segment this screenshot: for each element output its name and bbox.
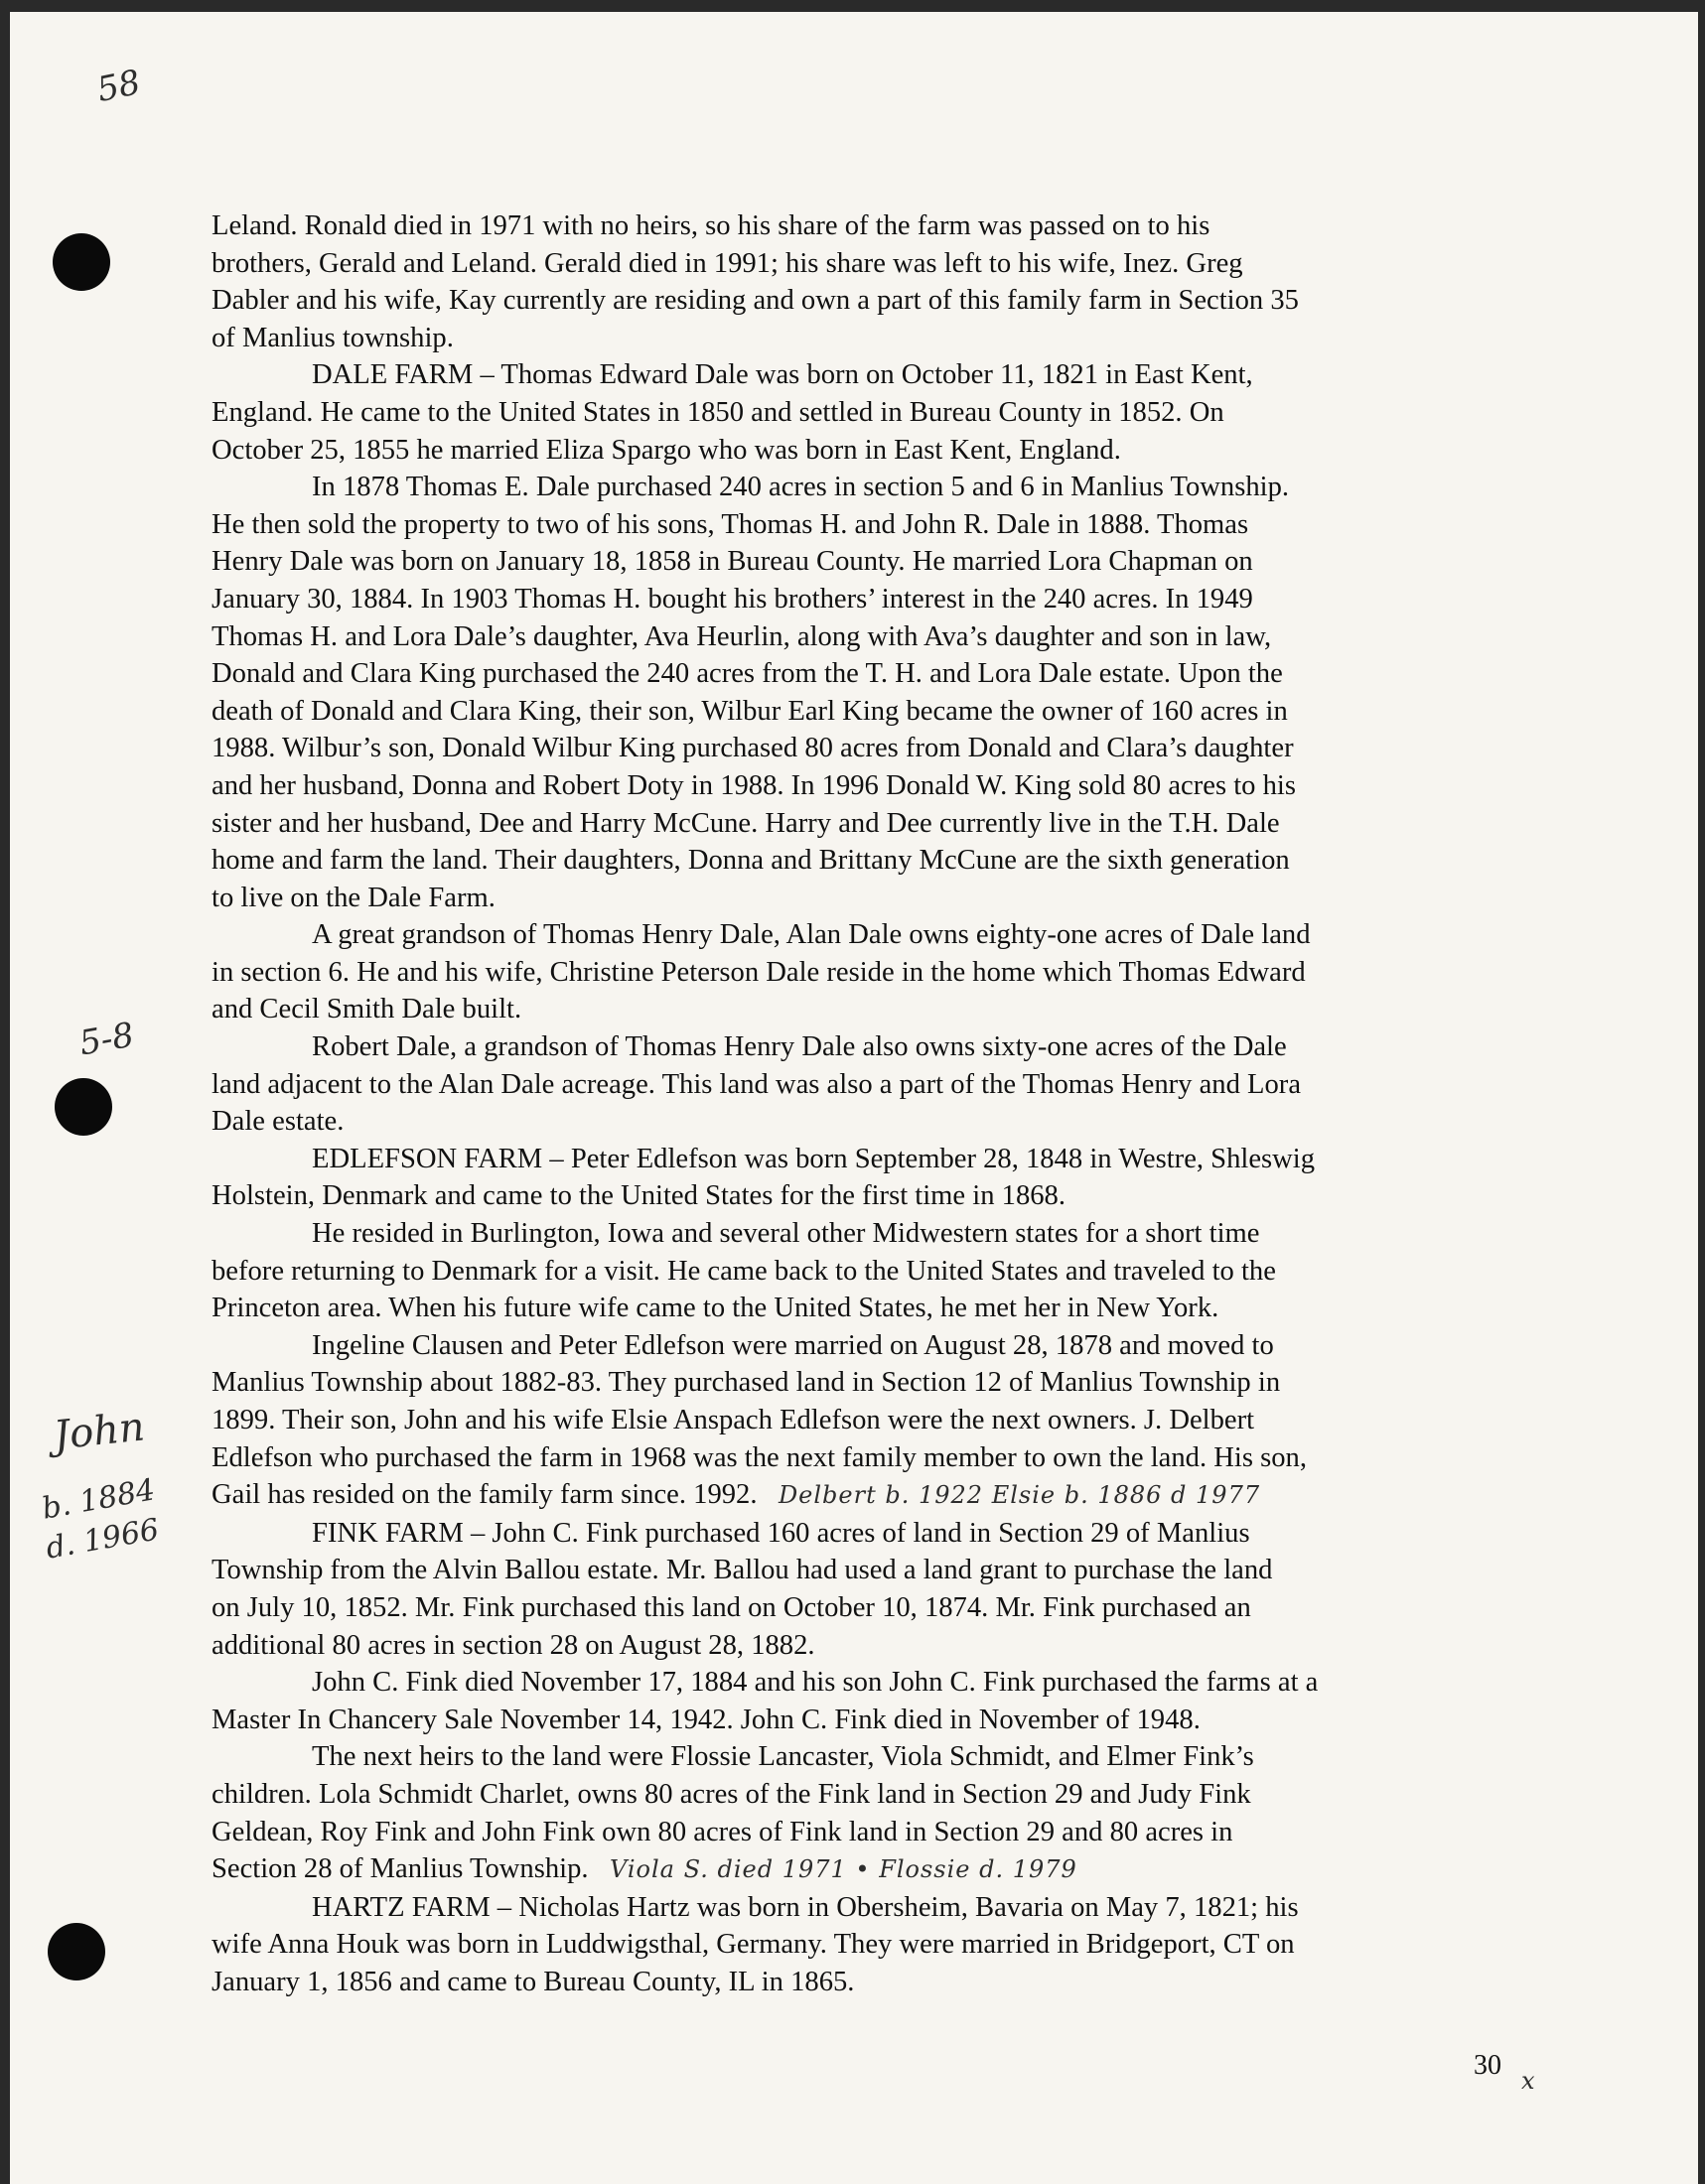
text-line: in section 6. He and his wife, Christine Peterson Dale reside in the home which Thomas Edward (212, 956, 1306, 988)
margin-note-john-died: d. 1966 (43, 1512, 162, 1567)
text-line-with-note (212, 1850, 1532, 1889)
paragraph-fink-farm (212, 1515, 1532, 1664)
text-segment: Gail has resided on the family farm since. 1992. (212, 1479, 758, 1511)
text-segment: Section 28 of Manlius Township. (212, 1853, 589, 1885)
paragraph-edlefson-farm (212, 1141, 1532, 1215)
margin-note-john-name: John (51, 1404, 147, 1459)
text-line: brothers, Gerald and Leland. Gerald died in 1991; his share was left to his wife, Inez. Greg (212, 247, 1243, 279)
text-line: January 30, 1884. In 1903 Thomas H. bought his brothers’ interest in the 240 acres. In 1949 (212, 583, 1253, 614)
text-line: children. Lola Schmidt Charlet, owns 80 acres of the Fink land in Section 29 and Judy Fink (212, 1778, 1251, 1810)
text-line: on July 10, 1852. Mr. Fink purchased this land on October 10, 1874. Mr. Fink purchased an (212, 1591, 1251, 1623)
handwritten-note-viola: Viola S. died 1971 • Flossie d. 1979 (609, 1855, 1077, 1884)
margin-note-john (39, 1404, 181, 1570)
text-line: January 1, 1856 and came to Bureau County, IL in 1865. (212, 1966, 855, 1997)
text-line: Manlius Township about 1882-83. They purchased land in Section 12 of Manlius Township in (212, 1367, 1281, 1399)
text-line: to live on the Dale Farm. (212, 882, 496, 913)
text-line: home and farm the land. Their daughters, Donna and Brittany McCune are the sixth generation (212, 845, 1290, 877)
text-line: He then sold the property to two of his sons, Thomas H. and John R. Dale in 1888. Thomas (212, 508, 1249, 540)
text-line: FINK FARM – John C. Fink purchased 160 acres of land in Section 29 of Manlius (312, 1517, 1250, 1549)
text-line: and Cecil Smith Dale built. (212, 994, 522, 1025)
paragraph-edlefson-marriage (212, 1327, 1532, 1515)
text-line: HARTZ FARM – Nicholas Hartz was born in Obersheim, Bavaria on May 7, 1821; his (312, 1891, 1299, 1923)
paragraph-dale-purchase (212, 469, 1532, 916)
text-line: sister and her husband, Dee and Harry McCune. Harry and Dee currently live in the T.H. Dale (212, 807, 1280, 839)
text-line: Ingeline Clausen and Peter Edlefson were married on August 28, 1878 and moved to (312, 1329, 1274, 1361)
text-line: death of Donald and Clara King, their son, Wilbur Earl King became the owner of 160 acres in (212, 695, 1288, 727)
text-line: Dabler and his wife, Kay currently are residing and own a part of this family farm in Section 35 (212, 285, 1299, 317)
margin-note-john-born: b. 1884 (39, 1472, 158, 1527)
paragraph-hartz-farm (212, 1889, 1532, 2001)
text-line: Master In Chancery Sale November 14, 1942. John C. Fink died in November of 1948. (212, 1704, 1201, 1735)
text-line: Donald and Clara King purchased the 240 acres from the T. H. and Lora Dale estate. Upon the (212, 658, 1283, 690)
paragraph-fink-heirs (212, 1738, 1532, 1888)
text-line: EDLEFSON FARM – Peter Edlefson was born September 28, 1848 in Westre, Shleswig (312, 1143, 1316, 1174)
text-line: wife Anna Houk was born in Luddwigsthal, Germany. They were married in Bridgeport, CT on (212, 1929, 1295, 1961)
text-line: additional 80 acres in section 28 on August 28, 1882. (212, 1629, 815, 1661)
text-line: Thomas H. and Lora Dale’s daughter, Ava Heurlin, along with Ava’s daughter and son in law, (212, 620, 1272, 652)
text-line: England. He came to the United States in 1850 and settled in Bureau County in 1852. On (212, 396, 1224, 428)
paragraph-dale-farm (212, 356, 1532, 469)
text-line: A great grandson of Thomas Henry Dale, Alan Dale owns eighty-one acres of Dale land (312, 919, 1311, 951)
text-line: 1988. Wilbur’s son, Donald Wilbur King purchased 80 acres from Donald and Clara’s daughter (212, 733, 1294, 764)
text-line: Holstein, Denmark and came to the United States for the first time in 1868. (212, 1180, 1066, 1212)
text-line: October 25, 1855 he married Eliza Spargo who was born in East Kent, England. (212, 434, 1121, 466)
text-line: of Manlius township. (212, 322, 454, 353)
text-line: land adjacent to the Alan Dale acreage. This land was also a part of the Thomas Henry and Lora (212, 1068, 1302, 1100)
paragraph-ronald-continuation (212, 207, 1532, 356)
text-line: The next heirs to the land were Flossie Lancaster, Viola Schmidt, and Elmer Fink’s (312, 1741, 1254, 1773)
handwritten-note-delbert: Delbert b. 1922 Elsie b. 1886 d 1977 (778, 1481, 1261, 1510)
paragraph-robert-dale (212, 1028, 1532, 1141)
text-line: and her husband, Donna and Robert Doty in 1988. In 1996 Donald W. King sold 80 acres to his (212, 769, 1296, 801)
text-line: Leland. Ronald died in 1971 with no heirs, so his share of the farm was passed on to his (212, 210, 1210, 241)
text-line: DALE FARM – Thomas Edward Dale was born on October 11, 1821 in East Kent, (312, 359, 1253, 391)
text-line: Princeton area. When his future wife came to the United States, he met her in New York. (212, 1293, 1219, 1324)
paragraph-fink-death (212, 1664, 1532, 1738)
punch-hole-middle (55, 1078, 112, 1136)
text-line-with-note (212, 1476, 1532, 1515)
paragraph-alan-dale (212, 916, 1532, 1028)
text-line: Edlefson who purchased the farm in 1968 was the next family member to own the land. His son, (212, 1441, 1307, 1473)
text-line: He resided in Burlington, Iowa and several other Midwestern states for a short time (312, 1218, 1260, 1250)
punch-hole-top (53, 233, 110, 291)
text-line: Henry Dale was born on January 18, 1858 in Bureau County. He married Lora Chapman on (212, 546, 1253, 578)
text-line: before returning to Denmark for a visit. He came back to the United States and traveled to the (212, 1255, 1276, 1287)
margin-note-top: 58 (93, 62, 144, 111)
text-line: 1899. Their son, John and his wife Elsie Anspach Edlefson were the next owners. J. Delbert (212, 1405, 1255, 1435)
text-line: Robert Dale, a grandson of Thomas Henry Dale also owns sixty-one acres of the Dale (312, 1031, 1287, 1063)
paragraph-edlefson-travel (212, 1215, 1532, 1327)
punch-hole-bottom (48, 1923, 105, 1980)
text-line: In 1878 Thomas E. Dale purchased 240 acres in section 5 and 6 in Manlius Township. (312, 472, 1290, 503)
document-page (10, 12, 1698, 2184)
text-line: Dale estate. (212, 1106, 345, 1138)
page-number: 30 (1474, 2050, 1501, 2081)
margin-note-mid: 5-8 (75, 1015, 137, 1064)
page-mark: x (1521, 2067, 1535, 2095)
text-line: John C. Fink died November 17, 1884 and his son John C. Fink purchased the farms at a (312, 1667, 1319, 1699)
text-line: Township from the Alvin Ballou estate. Mr. Ballou had used a land grant to purchase the land (212, 1555, 1273, 1586)
text-line: Geldean, Roy Fink and John Fink own 80 acres of Fink land in Section 29 and 80 acres in (212, 1816, 1233, 1847)
body-text (212, 207, 1532, 2001)
